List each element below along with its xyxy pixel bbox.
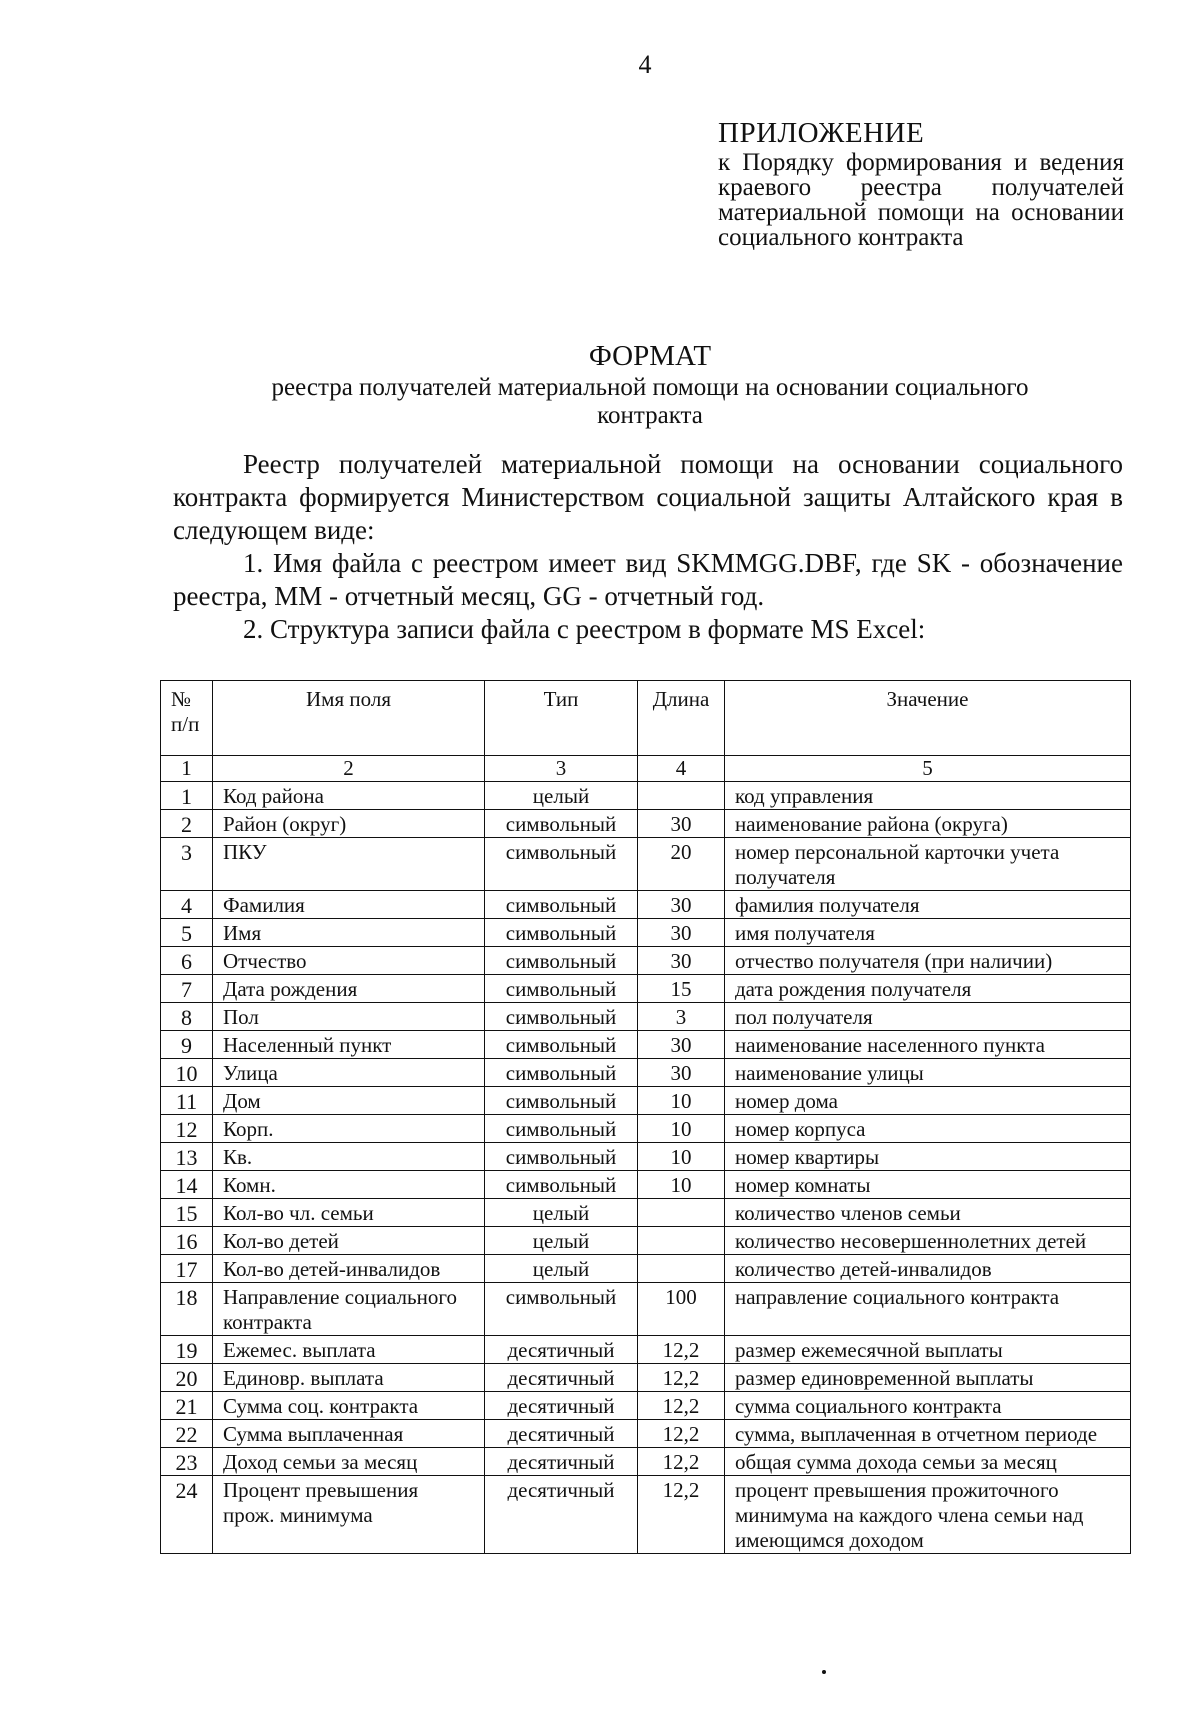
field-name-cell: ПКУ [213,838,485,891]
field-value-cell: наименование улицы [725,1059,1131,1087]
field-value-cell: количество несовершеннолетних детей [725,1227,1131,1255]
field-length-cell: 12,2 [638,1448,725,1476]
field-value-cell: номер квартиры [725,1143,1131,1171]
field-value-cell: код управления [725,782,1131,810]
field-type-cell: десятичный [485,1420,638,1448]
row-number: 17 [161,1255,213,1283]
field-value-cell: номер дома [725,1087,1131,1115]
appendix-block [718,116,1124,250]
row-number: 1 [161,782,213,810]
field-name-cell: Единовр. выплата [213,1364,485,1392]
column-index: 2 [213,756,485,782]
field-name-cell: Код района [213,782,485,810]
field-length-cell: 20 [638,838,725,891]
table-body [161,756,1131,1554]
table-row [161,782,1131,810]
field-length-cell [638,1255,725,1283]
column-index: 3 [485,756,638,782]
field-type-cell: символьный [485,947,638,975]
table-row [161,1003,1131,1031]
field-value-cell: дата рождения получателя [725,975,1131,1003]
appendix-title: ПРИЛОЖЕНИЕ [718,117,925,149]
table-row [161,1227,1131,1255]
field-value-cell: размер ежемесячной выплаты [725,1336,1131,1364]
field-length-cell: 12,2 [638,1336,725,1364]
field-type-cell: символьный [485,1003,638,1031]
field-value-cell: пол получателя [725,1003,1131,1031]
table-row [161,1283,1131,1336]
field-length-cell: 10 [638,1171,725,1199]
field-name-cell: Доход семьи за месяц [213,1448,485,1476]
header-num [161,681,213,756]
field-length-cell: 12,2 [638,1392,725,1420]
registry-structure-table [160,680,1131,1554]
field-name-cell: Сумма соц. контракта [213,1392,485,1420]
field-length-cell: 30 [638,947,725,975]
field-name-cell: Дом [213,1087,485,1115]
field-type-cell: символьный [485,838,638,891]
table-row [161,810,1131,838]
table-row [161,838,1131,891]
field-name-cell: Ежемес. выплата [213,1336,485,1364]
row-number: 6 [161,947,213,975]
field-length-cell: 10 [638,1087,725,1115]
table-row [161,1199,1131,1227]
field-name-cell: Направление социального контракта [213,1283,485,1336]
table-row [161,975,1131,1003]
table-row [161,1171,1131,1199]
column-index: 1 [161,756,213,782]
header-type: Тип [485,681,638,756]
header-num-line1: № [171,687,192,711]
field-type-cell: символьный [485,1031,638,1059]
row-number: 12 [161,1115,213,1143]
header-field-name: Имя поля [213,681,485,756]
format-heading [150,340,1150,430]
field-length-cell [638,1199,725,1227]
item-1-paragraph: 1. Имя файла с реестром имеет вид SKMMGG.DBF, где SK - обозначение реестра, MM - отчетный месяц, GG - отчетный год. [173,548,1123,611]
field-length-cell: 30 [638,919,725,947]
table-row [161,1448,1131,1476]
field-name-cell: Кв. [213,1143,485,1171]
field-name-cell: Район (округ) [213,810,485,838]
row-number: 16 [161,1227,213,1255]
field-type-cell: десятичный [485,1392,638,1420]
field-type-cell: десятичный [485,1476,638,1554]
intro-paragraph: Реестр получателей материальной помощи на основании социального контракта формируется Министерством социальной защиты Алтайского края в следующем виде: [173,449,1123,545]
body-text [173,448,1123,646]
field-name-cell: Кол-во детей [213,1227,485,1255]
field-type-cell: целый [485,1227,638,1255]
row-number: 19 [161,1336,213,1364]
row-number: 23 [161,1448,213,1476]
field-type-cell: символьный [485,1059,638,1087]
field-length-cell: 12,2 [638,1476,725,1554]
row-number: 18 [161,1283,213,1336]
table-row [161,1087,1131,1115]
field-value-cell: отчество получателя (при наличии) [725,947,1131,975]
header-num-line2: п/п [171,712,200,736]
row-number: 10 [161,1059,213,1087]
field-name-cell: Комн. [213,1171,485,1199]
field-value-cell: общая сумма дохода семьи за месяц [725,1448,1131,1476]
field-type-cell: символьный [485,1171,638,1199]
row-number: 13 [161,1143,213,1171]
row-number: 22 [161,1420,213,1448]
field-value-cell: сумма, выплаченная в отчетном периоде [725,1420,1131,1448]
table-row [161,947,1131,975]
row-number: 11 [161,1087,213,1115]
table-row [161,1392,1131,1420]
field-type-cell: символьный [485,810,638,838]
field-name-cell: Населенный пункт [213,1031,485,1059]
field-length-cell: 12,2 [638,1364,725,1392]
field-length-cell [638,1227,725,1255]
field-length-cell: 30 [638,891,725,919]
stray-dot-mark [822,1670,826,1674]
table-row [161,1364,1131,1392]
row-number: 4 [161,891,213,919]
field-length-cell: 3 [638,1003,725,1031]
table-row [161,1031,1131,1059]
table-row [161,1336,1131,1364]
row-number: 2 [161,810,213,838]
column-index: 5 [725,756,1131,782]
header-length: Длина [638,681,725,756]
field-name-cell: Пол [213,1003,485,1031]
row-number: 21 [161,1392,213,1420]
row-number: 20 [161,1364,213,1392]
table-header-row [161,681,1131,756]
row-number: 3 [161,838,213,891]
table-row [161,1143,1131,1171]
table-row [161,1059,1131,1087]
row-number: 9 [161,1031,213,1059]
field-type-cell: символьный [485,975,638,1003]
field-type-cell: символьный [485,1283,638,1336]
field-value-cell: количество членов семьи [725,1199,1131,1227]
field-name-cell: Дата рождения [213,975,485,1003]
field-value-cell: сумма социального контракта [725,1392,1131,1420]
row-number: 7 [161,975,213,1003]
field-value-cell: наименование населенного пункта [725,1031,1131,1059]
field-value-cell: имя получателя [725,919,1131,947]
field-type-cell: целый [485,1255,638,1283]
field-type-cell: символьный [485,1087,638,1115]
field-name-cell: Улица [213,1059,485,1087]
field-type-cell: десятичный [485,1364,638,1392]
row-number: 14 [161,1171,213,1199]
field-value-cell: номер комнаты [725,1171,1131,1199]
field-type-cell: целый [485,782,638,810]
field-length-cell: 15 [638,975,725,1003]
column-index: 4 [638,756,725,782]
field-value-cell: номер персональной карточки учета получателя [725,838,1131,891]
header-value: Значение [725,681,1131,756]
field-name-cell: Кол-во чл. семьи [213,1199,485,1227]
format-subtitle: реестра получателей материальной помощи на основании социального контракта [271,374,1029,429]
field-name-cell: Кол-во детей-инвалидов [213,1255,485,1283]
field-value-cell: номер корпуса [725,1115,1131,1143]
row-number: 5 [161,919,213,947]
field-value-cell: процент превышения прожиточного минимума на каждого члена семьи над имеющимся доходом [725,1476,1131,1554]
field-type-cell: символьный [485,1115,638,1143]
field-type-cell: символьный [485,1143,638,1171]
field-length-cell: 10 [638,1115,725,1143]
field-type-cell: символьный [485,919,638,947]
field-type-cell: целый [485,1199,638,1227]
field-value-cell: направление социального контракта [725,1283,1131,1336]
field-type-cell: десятичный [485,1336,638,1364]
field-length-cell: 30 [638,810,725,838]
table-row [161,1476,1131,1554]
row-number: 15 [161,1199,213,1227]
column-index-row [161,756,1131,782]
field-name-cell: Фамилия [213,891,485,919]
field-length-cell: 10 [638,1143,725,1171]
table-row [161,1420,1131,1448]
table-row [161,891,1131,919]
table-row [161,919,1131,947]
row-number: 24 [161,1476,213,1554]
field-value-cell: размер единовременной выплаты [725,1364,1131,1392]
page-number: 4 [638,50,652,79]
field-length-cell [638,782,725,810]
field-length-cell: 12,2 [638,1420,725,1448]
field-name-cell: Сумма выплаченная [213,1420,485,1448]
field-value-cell: количество детей-инвалидов [725,1255,1131,1283]
field-length-cell: 100 [638,1283,725,1336]
field-length-cell: 30 [638,1059,725,1087]
field-name-cell: Отчество [213,947,485,975]
field-name-cell: Корп. [213,1115,485,1143]
row-number: 8 [161,1003,213,1031]
field-name-cell: Процент превышения прож. минимума [213,1476,485,1554]
field-length-cell: 30 [638,1031,725,1059]
field-type-cell: десятичный [485,1448,638,1476]
field-name-cell: Имя [213,919,485,947]
field-type-cell: символьный [485,891,638,919]
item-2-paragraph: 2. Структура записи файла с реестром в формате MS Excel: [243,614,926,644]
appendix-text: к Порядку формирования и ведения краевого реестра получателей материальной помощи на основании социального контракта [718,149,1124,251]
table-row [161,1115,1131,1143]
table-row [161,1255,1131,1283]
field-value-cell: фамилия получателя [725,891,1131,919]
field-value-cell: наименование района (округа) [725,810,1131,838]
format-title: ФОРМАТ [588,340,712,372]
